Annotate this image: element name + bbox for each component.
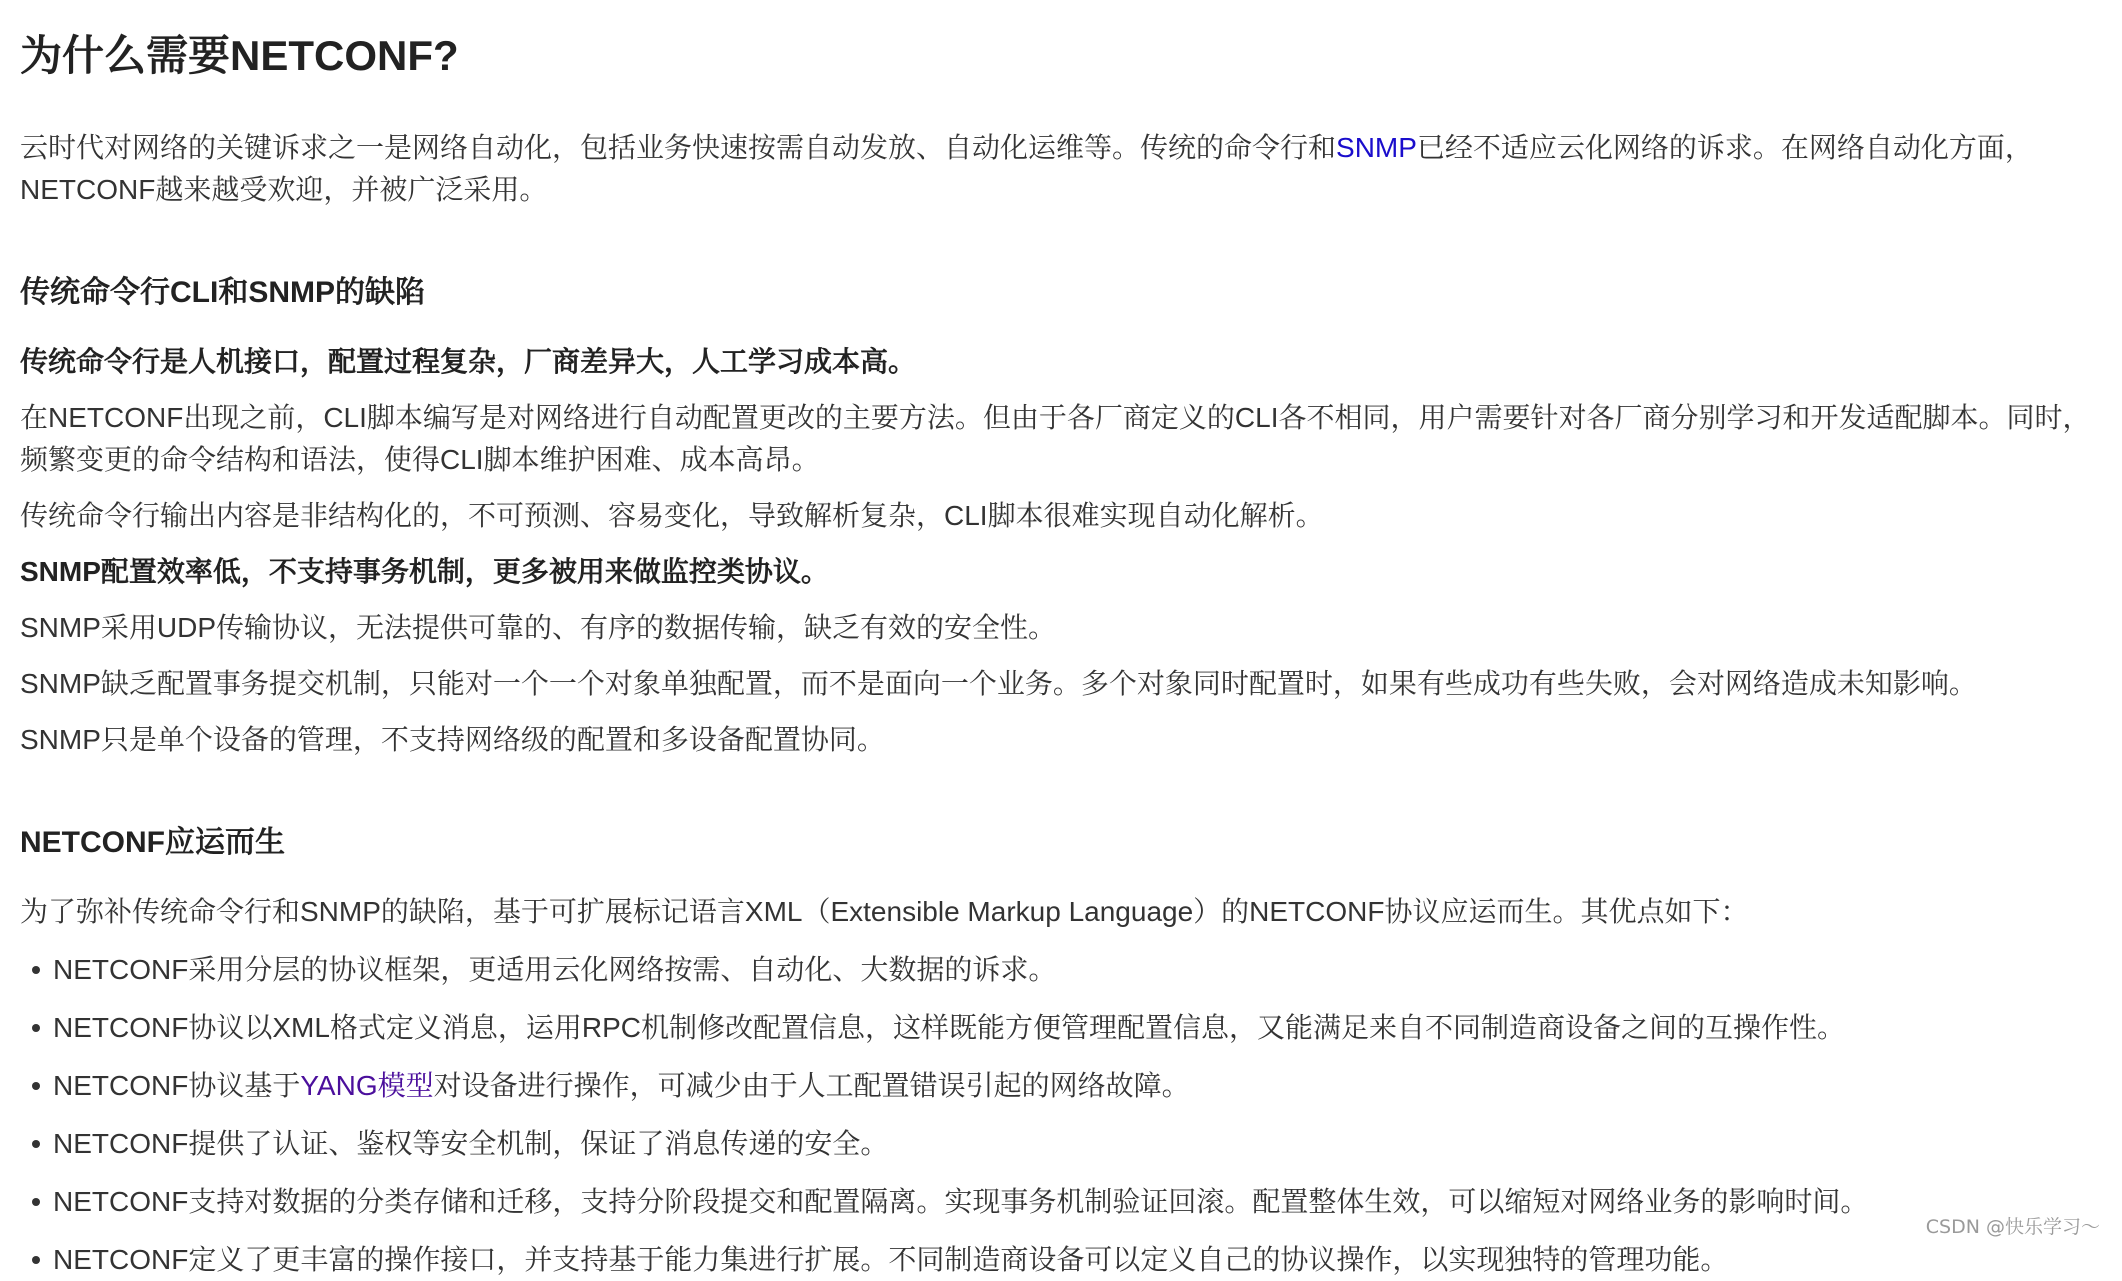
list-item [20,1123,2115,1165]
netconf-intro-paragraph: 为了弥补传统命令行和SNMP的缺陷，基于可扩展标记语言XML（Extensible Markup Language）的NETCONF协议应运而生。其优点如下： [20,896,1749,927]
bullet-icon [32,1198,40,1206]
snmp-link[interactable]: SNMP [1336,132,1417,163]
yang-model-link[interactable]: YANG模型 [300,1070,434,1101]
snmp-paragraph-1: SNMP采用UDP传输协议，无法提供可靠的、有序的数据传输，缺乏有效的安全性。 [20,612,1057,643]
page-title: 为什么需要NETCONF? [20,32,459,79]
section-heading-netconf-emerges: NETCONF应运而生 [20,826,285,859]
cli-summary-bold: 传统命令行是人机接口，配置过程复杂，厂商差异大，人工学习成本高。 [20,346,917,377]
bullet-icon [32,1140,40,1148]
cli-paragraph-2: 传统命令行输出内容是非结构化的，不可预测、容易变化，导致解析复杂，CLI脚本很难实现自动化解析。 [20,500,1324,531]
list-item [20,1181,2115,1223]
intro-paragraph [20,127,2115,211]
list-item-text: NETCONF采用分层的协议框架，更适用云化网络按需、自动化、大数据的诉求。 [53,954,1057,985]
article [20,22,2115,1281]
bullet-icon [32,1256,40,1264]
snmp-paragraph-2: SNMP缺乏配置事务提交机制，只能对一个一个对象单独配置，而不是面向一个业务。多个对象同时配置时，如果有些成功有些失败，会对网络造成未知影响。 [20,668,1977,699]
snmp-paragraph-3: SNMP只是单个设备的管理，不支持网络级的配置和多设备配置协同。 [20,724,885,755]
list-item-text: NETCONF支持对数据的分类存储和迁移，支持分阶段提交和配置隔离。实现事务机制验证回滚。配置整体生效，可以缩短对网络业务的影响时间。 [53,1186,1869,1217]
list-item [20,1239,2115,1281]
list-item [20,1007,2115,1049]
bullet-icon [32,1082,40,1090]
list-item-text-after: 对设备进行操作，可减少由于人工配置错误引起的网络故障。 [433,1070,1190,1101]
netconf-advantages-list [20,949,2115,1281]
list-item-text-before: NETCONF协议基于 [53,1070,301,1101]
section-heading-cli-snmp-defects: 传统命令行CLI和SNMP的缺陷 [20,276,425,309]
bullet-icon [32,966,40,974]
intro-text-after: 已经不适应云化网络的诉求。在网络自动化方面，NETCONF越来越受欢迎，并被广泛采用。 [20,132,2033,205]
csdn-watermark: CSDN @快乐学习～ [1925,1216,2100,1238]
list-item [20,949,2115,991]
intro-text-before: 云时代对网络的关键诉求之一是网络自动化，包括业务快速按需自动发放、自动化运维等。传统的命令行和 [20,132,1337,163]
list-item-text: NETCONF提供了认证、鉴权等安全机制，保证了消息传递的安全。 [53,1128,889,1159]
cli-paragraph-1: 在NETCONF出现之前，CLI脚本编写是对网络进行自动配置更改的主要方法。但由于各厂商定义的CLI各不相同，用户需要针对各厂商分别学习和开发适配脚本。同时，频繁变更的命令结构和语法，使得CLI脚本维护困难、成本高昂。 [20,402,2091,475]
list-item-text: NETCONF协议以XML格式定义消息，运用RPC机制修改配置信息，这样既能方便管理配置信息，又能满足来自不同制造商设备之间的互操作性。 [53,1012,1846,1043]
list-item-text: NETCONF定义了更丰富的操作接口，并支持基于能力集进行扩展。不同制造商设备可以定义自己的协议操作，以实现独特的管理功能。 [53,1244,1729,1275]
snmp-summary-bold: SNMP配置效率低，不支持事务机制，更多被用来做监控类协议。 [20,556,829,587]
list-item [20,1065,2115,1107]
bullet-icon [32,1024,40,1032]
